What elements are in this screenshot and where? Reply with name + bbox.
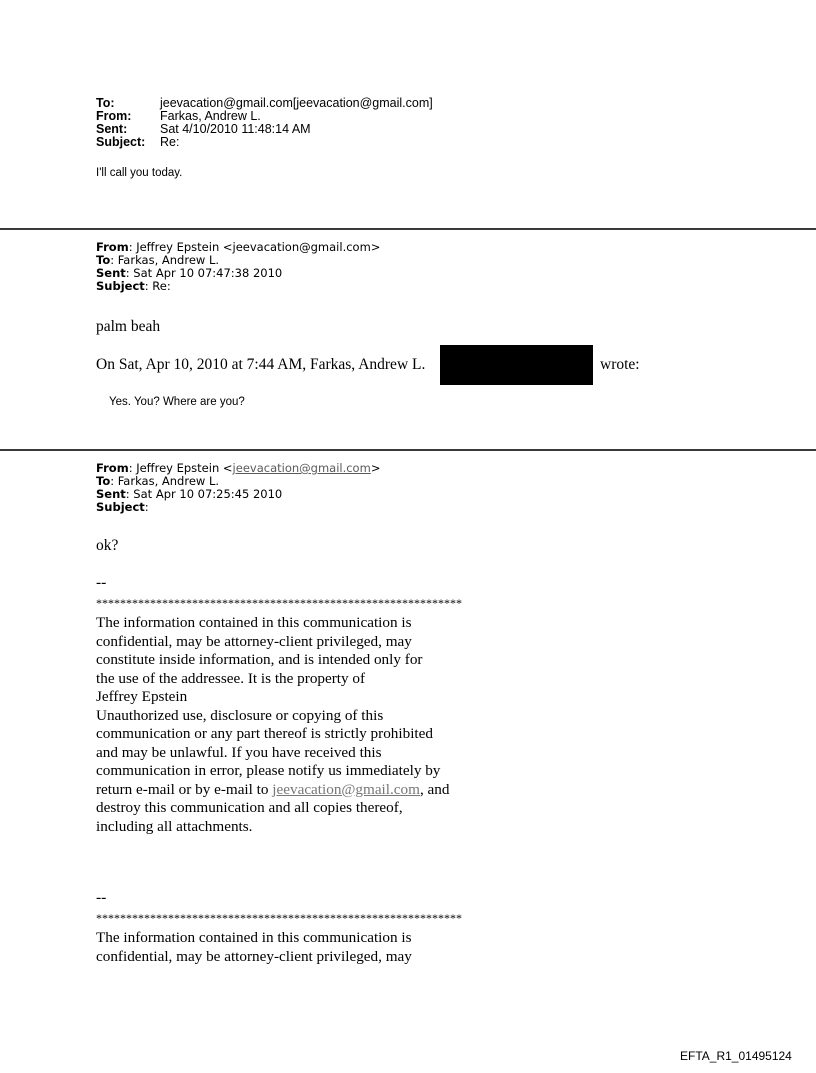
signature-dashes: -- [96, 889, 107, 906]
original-subject-value: : [144, 500, 149, 514]
from-value: Farkas, Andrew L. [160, 109, 261, 123]
disclaimer-line: destroy this communication and all copies thereof, [96, 799, 403, 816]
disclaimer-line: and may be unlawful. If you have received this [96, 743, 382, 761]
original-from-suffix: > [370, 461, 381, 475]
document-id: EFTA_R1_01495124 [680, 1049, 792, 1063]
sender-email-link[interactable]: jeevacation@gmail.com [232, 461, 371, 475]
quoted-subject-line [96, 280, 171, 293]
original-sent-label: Sent [96, 487, 126, 501]
disclaimer-text [96, 614, 449, 836]
disclaimer-line: communication in error, please notify us immediately by [96, 762, 441, 779]
disclaimer-line: including all attachments. [96, 817, 253, 835]
disclaimer-line: the use of the addressee. It is the property of [96, 669, 366, 687]
divider [0, 449, 816, 451]
quote-intro: On Sat, Apr 10, 2010 at 7:44 AM, Farkas, Andrew L. [96, 356, 426, 373]
disclaimer-line: constitute inside information, and is intended only for [96, 651, 423, 668]
to-value: jeevacation@gmail.com[jeevacation@gmail.com] [160, 96, 433, 110]
quoted-sent-value: : Sat Apr 10 07:47:38 2010 [125, 266, 283, 280]
redaction-box [440, 345, 593, 385]
quoted-to-label: To [96, 253, 111, 267]
original-from-label: From [96, 461, 129, 475]
subject-value: Re: [160, 135, 180, 149]
original-body: ok? [96, 537, 119, 554]
quoted-text: Yes. You? Where are you? [109, 396, 245, 408]
disclaimer-line: confidential, may be attorney-client privileged, may [96, 947, 412, 965]
signature-stars: ************************************************************* [96, 911, 462, 925]
disclaimer-line: The information contained in this communication is [96, 614, 412, 631]
disclaimer-line: The information contained in this communication is [96, 929, 412, 946]
quoted-sent-label: Sent [96, 266, 126, 280]
quoted-subject-value: : Re: [144, 279, 171, 293]
signature-dashes: -- [96, 574, 107, 591]
disclaimer-line: confidential, may be attorney-client privileged, may [96, 632, 412, 650]
original-subject-label: Subject [96, 500, 145, 514]
signature-stars: ************************************************************* [96, 596, 462, 610]
original-to-label: To [96, 474, 111, 488]
original-to-value: : Farkas, Andrew L. [110, 474, 220, 488]
quoted-from-value: : Jeffrey Epstein <jeevacation@gmail.com> [128, 240, 381, 254]
subject-label: Subject: [96, 135, 146, 149]
sent-label: Sent: [96, 122, 128, 136]
original-subject-line [96, 501, 149, 514]
disclaimer-email-link[interactable]: jeevacation@gmail.com [272, 780, 420, 798]
original-from-prefix: : Jeffrey Epstein < [128, 461, 233, 475]
quoted-subject-label: Subject [96, 279, 145, 293]
original-sent-value: : Sat Apr 10 07:25:45 2010 [125, 487, 283, 501]
disclaimer-line: Jeffrey Epstein [96, 688, 188, 705]
disclaimer-line [96, 781, 449, 800]
disclaimer-line-prefix: return e-mail or by e-mail to [96, 780, 273, 798]
message-body: I'll call you today. [96, 167, 183, 179]
disclaimer-line: communication or any part thereof is strictly prohibited [96, 725, 433, 742]
divider [0, 228, 816, 230]
disclaimer-text-repeat [96, 929, 412, 966]
from-label: From: [96, 109, 132, 123]
sent-value: Sat 4/10/2010 11:48:14 AM [160, 122, 311, 136]
disclaimer-line-suffix: , and [419, 780, 450, 798]
disclaimer-line: Unauthorized use, disclosure or copying of this [96, 706, 384, 724]
to-label: To: [96, 96, 115, 110]
reply-body: palm beah [96, 318, 161, 335]
quoted-from-label: From [96, 240, 129, 254]
quote-intro-tail: wrote: [600, 356, 640, 373]
quoted-to-value: : Farkas, Andrew L. [110, 253, 220, 267]
